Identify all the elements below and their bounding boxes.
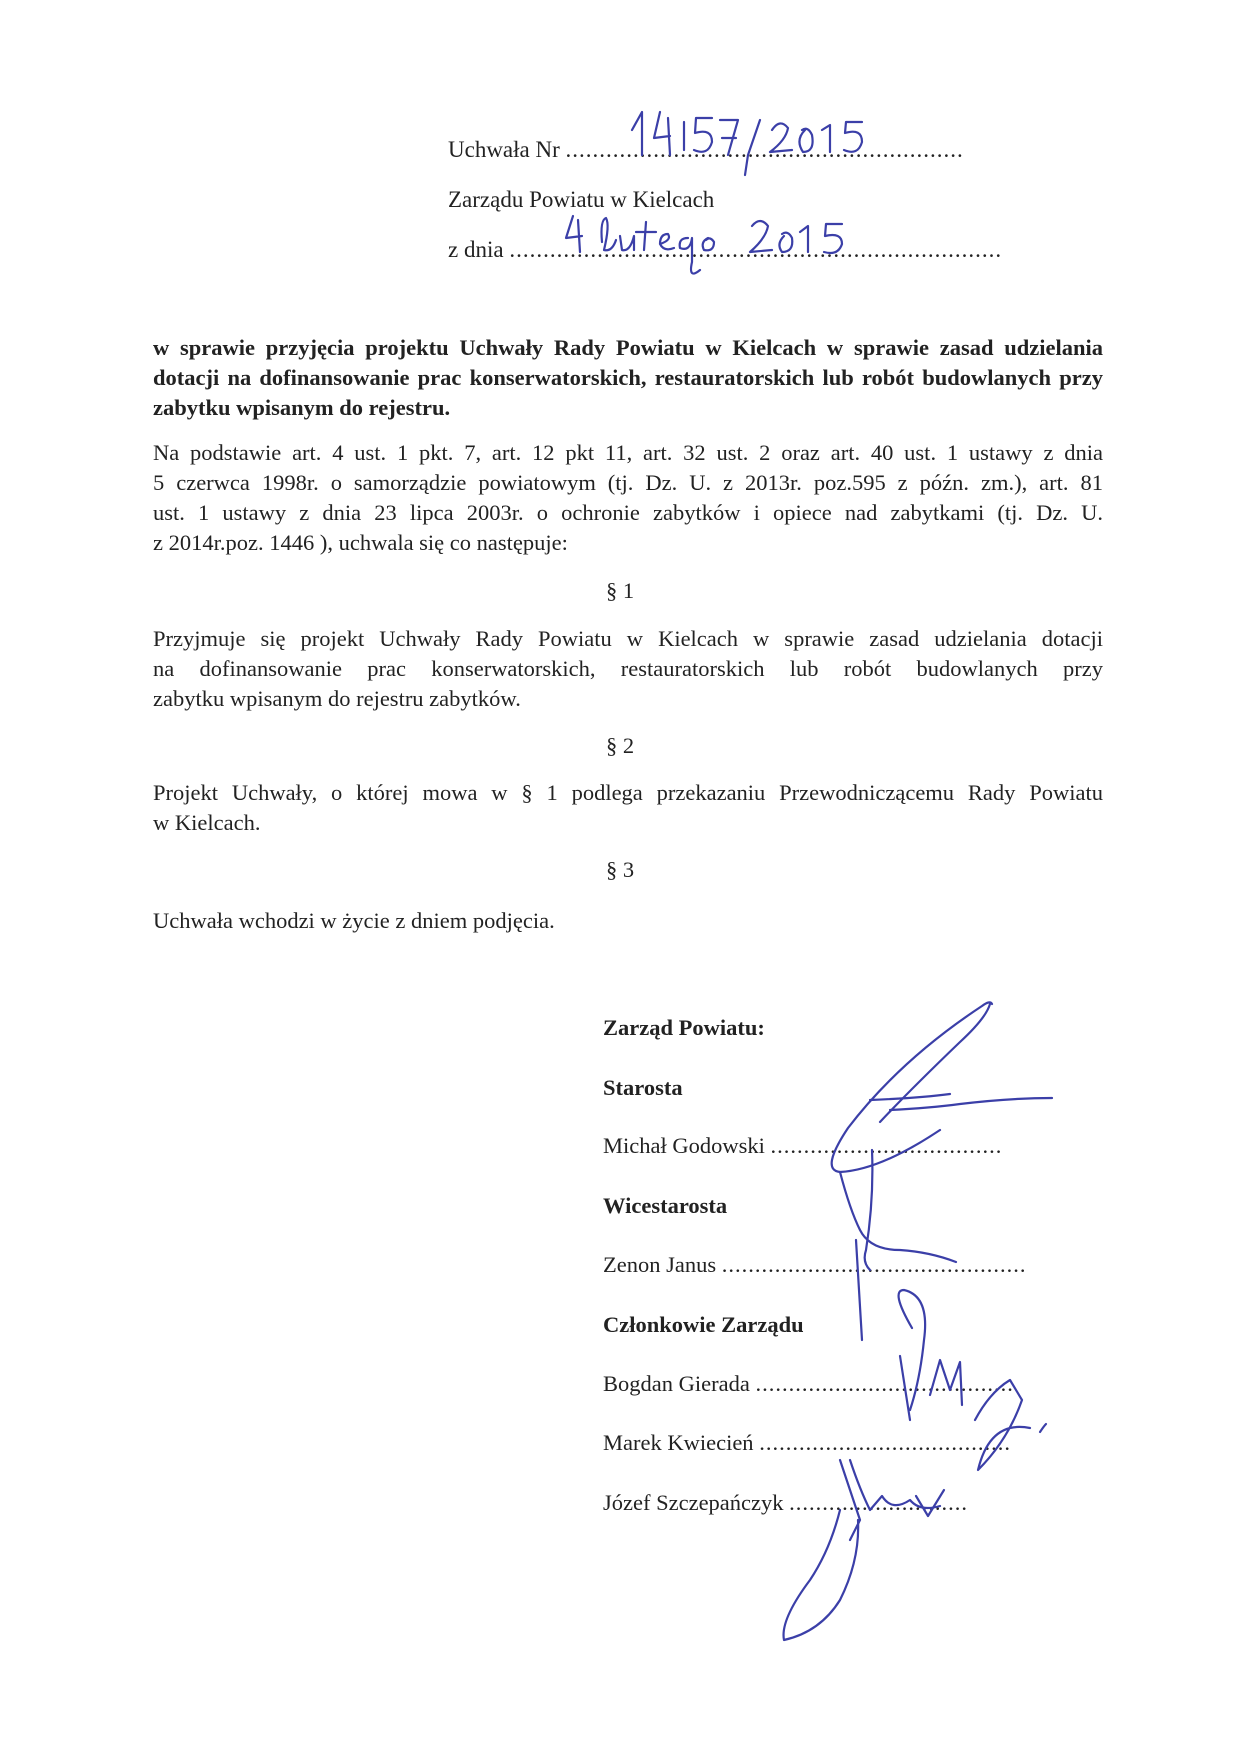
members-label: Członkowie Zarządu xyxy=(603,1312,804,1337)
resolution-number-line: Uchwała Nr ........................................................... xyxy=(448,137,964,162)
member-signature-icon xyxy=(784,1460,944,1640)
member-name-line: Józef Szczepańczyk ........................... xyxy=(603,1490,969,1515)
wicestarosta-label: Wicestarosta xyxy=(603,1193,728,1218)
member-name: Józef Szczepańczyk xyxy=(603,1490,784,1515)
legal-basis-line: 5 czerwca 1998r. o samorządzie powiatowym (tj. Dz. U. z 2013r. poz.595 z późn. zm.), art. 81 xyxy=(153,470,1103,495)
member-signature-icon xyxy=(899,1290,962,1420)
section-mark-2: § 2 xyxy=(605,733,635,758)
member-signature-icon xyxy=(975,1380,1046,1470)
board-name: Zarządu Powiatu w Kielcach xyxy=(448,187,715,212)
section-mark-1: § 1 xyxy=(605,578,635,603)
wicestarosta-signature-icon xyxy=(840,1172,956,1340)
resolution-label: Uchwała Nr xyxy=(448,137,560,162)
handwritten-date-icon xyxy=(566,216,842,274)
board-signature-heading: Zarząd Powiatu: xyxy=(603,1015,765,1040)
section-line: w Kielcach. xyxy=(153,810,261,835)
starosta-label: Starosta xyxy=(603,1075,683,1100)
member-name: Bogdan Gierada xyxy=(603,1371,750,1396)
section-line: na dofinansowanie prac konserwatorskich, restauratorskich lub robót budowlanych przy xyxy=(153,656,1103,681)
legal-basis-line: z 2014r.poz. 1446 ), uchwala się co następuje: xyxy=(153,530,568,555)
handwritten-number-icon xyxy=(632,112,862,175)
starosta-signature-icon xyxy=(832,1002,1052,1270)
section-line: Przyjmuje się projekt Uchwały Rady Powiatu w Kielcach w sprawie zasad udzielania dotacji xyxy=(153,626,1103,651)
legal-basis-line: ust. 1 ustawy z dnia 23 lipca 2003r. o ochronie zabytków i opiece nad zabytkami (tj. Dz. U. xyxy=(153,500,1103,525)
wicestarosta-name: Zenon Janus xyxy=(603,1252,717,1277)
date-line: z dnia ......................................................................... xyxy=(448,237,1003,262)
member-name-line: Bogdan Gierada ....................................... xyxy=(603,1371,1014,1396)
member-name-line: Marek Kwiecień ...................................... xyxy=(603,1430,1011,1455)
section-line: zabytku wpisanym do rejestru zabytków. xyxy=(153,686,521,711)
section-line: Projekt Uchwały, o której mowa w § 1 podlega przekazaniu Przewodniczącemu Rady Powiatu xyxy=(153,780,1103,805)
document-title: w sprawie przyjęcia projektu Uchwały Rady Powiatu w Kielcach w sprawie zasad udzielania dotacji na dofinansowanie prac konserwatorskich, restauratorskich lub robót budowlanych przy zabytku wpisanym do rejestru. xyxy=(153,335,1103,420)
starosta-name-line: Michał Godowski ................................... xyxy=(603,1133,1003,1158)
member-name: Marek Kwiecień xyxy=(603,1430,754,1455)
starosta-name: Michał Godowski xyxy=(603,1133,765,1158)
wicestarosta-name-line: Zenon Janus .............................................. xyxy=(603,1252,1027,1277)
legal-basis-line: Na podstawie art. 4 ust. 1 pkt. 7, art. 12 pkt 11, art. 32 ust. 2 oraz art. 40 ust. 1 ustawy z dnia xyxy=(153,440,1103,465)
section-line: Uchwała wchodzi w życie z dniem podjęcia. xyxy=(153,908,555,933)
section-mark-3: § 3 xyxy=(605,857,635,882)
date-label: z dnia xyxy=(448,237,504,262)
